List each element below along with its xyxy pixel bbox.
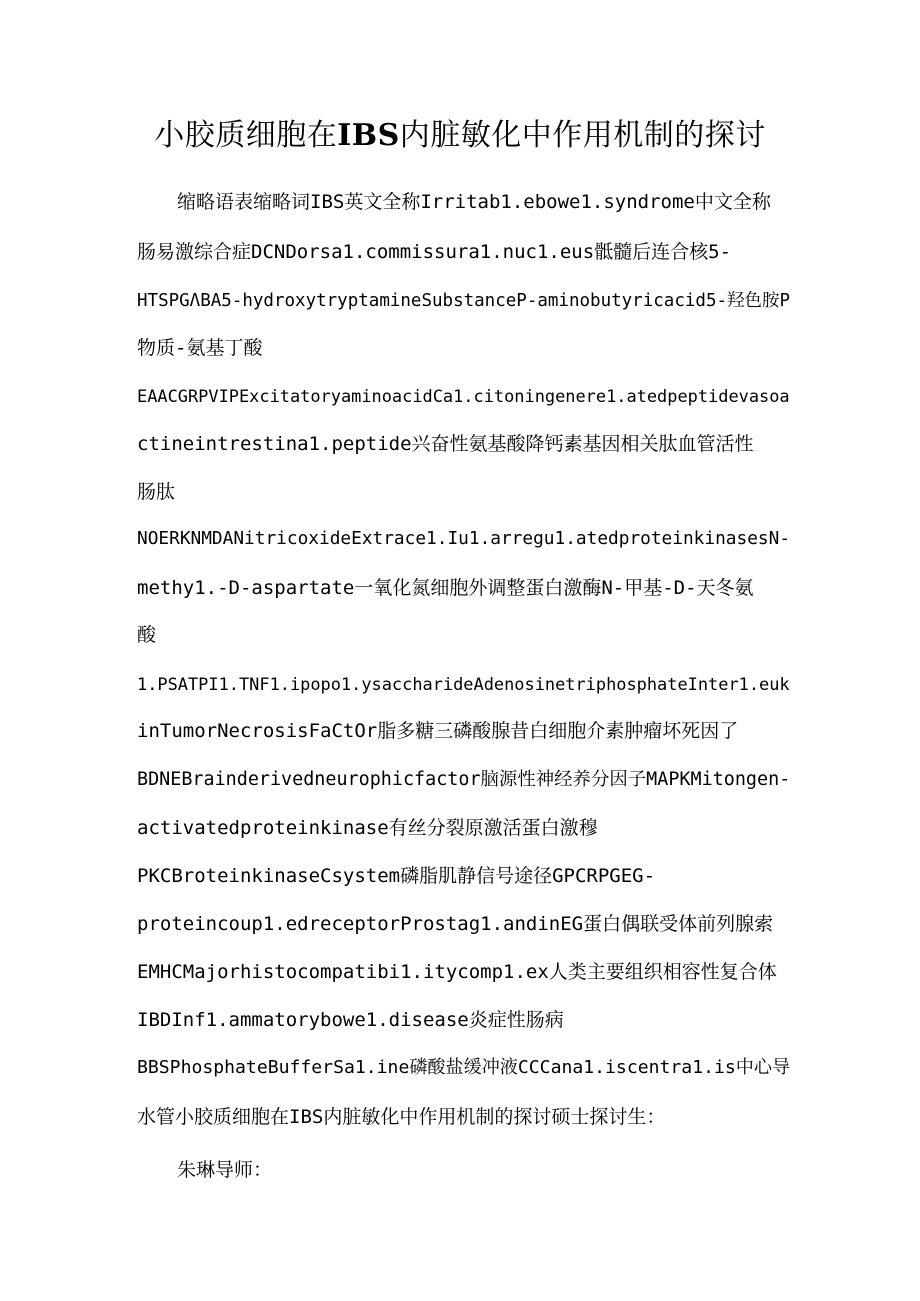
- text-line: 水管小胶质细胞在IBS内脏敏化中作用机制的探讨硕士探讨生：: [137, 1106, 666, 1128]
- text-line: BDNEBrainderivedneurophicfactor脑源性神经养分因子MAPKMitongen-: [137, 769, 791, 790]
- text-line: 朱琳导师：: [177, 1159, 273, 1181]
- text-line: 酸: [137, 624, 157, 646]
- text-line: IBDInf1.ammatorybowe1.disease炎症性肠病: [137, 1009, 564, 1031]
- title-suffix: 内脏敏化中作用机制的探讨: [399, 118, 766, 153]
- text-line: EAACGRPVIPExcitatoryaminoacidCa1.citoningenere1.atedpeptidevasoa: [137, 386, 790, 406]
- text-line: BBSPhosphateBufferSa1.ine磷酸盐缓冲液CCCana1.iscentra1.is中心导: [137, 1057, 791, 1078]
- text-line: 1.PSATPI1.TNF1.ipopo1.ysaccharideAdenosinetriphosphateInter1.euk: [137, 674, 790, 694]
- title-bold: IBS: [337, 118, 400, 153]
- text-line: 肠肽: [137, 481, 176, 503]
- text-line: proteincoup1.edreceptorProstag1.andinEG蛋白偶联受体前列腺索: [137, 913, 774, 935]
- text-line: 物质-氨基丁酸: [137, 337, 263, 359]
- text-line: EMHCMajorhistocompatibi1.itycomp1.ex人类主要组织相容性复合体: [137, 961, 777, 983]
- text-line: methy1.-D-aspartate一氧化氮细胞外调整蛋白激酶N-甲基-D-天冬氨: [137, 577, 754, 599]
- text-line: NOERKNMDANitricoxideExtrace1.Iu1.arregu1.atedproteinkinasesN-: [137, 528, 791, 549]
- text-line: PKCBroteinkinaseCsystem磷脂肌静信号途径GPCRPGEG-: [137, 865, 656, 887]
- text-line: ctineintrestina1.peptide兴奋性氨基酸降钙素基因相关肽血管活性: [137, 433, 754, 455]
- text-line: 肠易激综合症DCNDorsa1.commissura1.nuc1.eus骶髓后连合核5-: [137, 241, 732, 263]
- text-line: activatedproteinkinase有丝分裂原激活蛋白激穆: [137, 817, 598, 839]
- text-line: HTSPGΛBA5-hydroxytryptamineSubstanceP-aminobutyricacid5-羟色胺P: [137, 291, 791, 311]
- title-prefix: 小胶质细胞在: [154, 118, 338, 153]
- text-line: inTumorNecrosisFaCtOr脂多糖三磷酸腺昔白细胞介素肿瘤坏死因了: [137, 720, 739, 742]
- text-line: 缩略语表缩略词IBS英文全称Irritab1.ebowe1.syndrome中文全称: [177, 191, 771, 213]
